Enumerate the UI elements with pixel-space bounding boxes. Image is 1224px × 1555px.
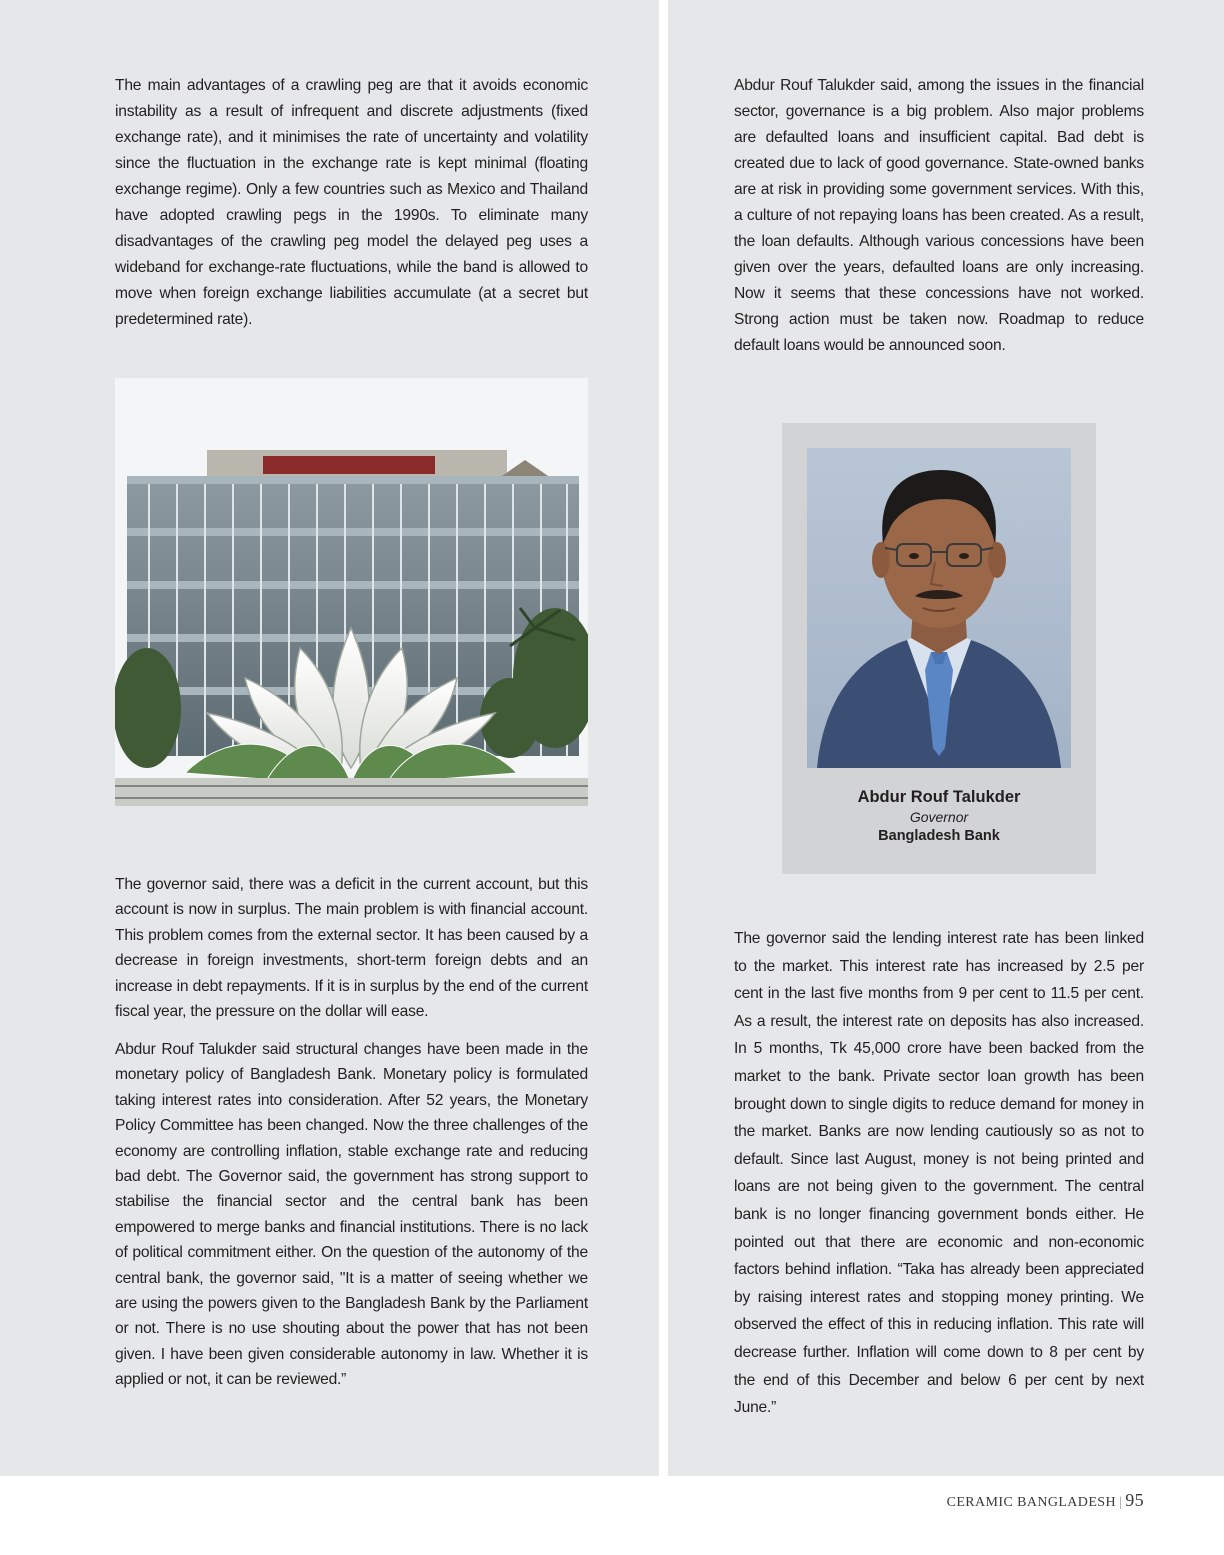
left-paragraph-3: Abdur Rouf Talukder said structural changes have been made in the monetary policy of Bangladesh Bank. Monetary policy is formulated taking interest rates into consideration. After 52 years, the Monetary Policy Committee has been changed. Now the three challenges of the economy are controlling inflation, stable exchange rate and reducing bad debt. The Governor said, the government has strong support to stabilise the financial sector and the central bank has been empowered to merge banks and financial institutions. There is no lack of political commitment either. On the question of the autonomy of the central bank, the governor said, "It is a matter of seeing whether we are using the powers given to the Bangladesh Bank by the Parliament or not. There is no use shouting about the power that has not been given. I have been given considerable autonomy in law. Whether it is applied or not, it can be reviewed.” bbox=[115, 1041, 588, 1389]
portrait-card bbox=[782, 423, 1096, 874]
portrait-caption-organization: Bangladesh Bank bbox=[878, 828, 1000, 844]
left-paragraph-1: The main advantages of a crawling peg are that it avoids economic instability as a result of infrequent and discrete adjustments (fixed exchange rate), and it minimises the rate of uncertainty and volatility since the fluctuation in the exchange rate is kept minimal (floating exchange regime). Only a few countries such as Mexico and Thailand have adopted crawling pegs in the 1990s. To eliminate many disadvantages of the crawling peg model the delayed peg uses a wideband for exchange-rate fluctuations, while the band is allowed to move when foreign exchange liabilities accumulate (at a secret but predetermined rate). bbox=[115, 77, 588, 328]
bangladesh-bank-building-photo bbox=[115, 378, 588, 806]
right-paragraph-1: Abdur Rouf Talukder said, among the issues in the financial sector, governance is a big problem. Also major problems are defaulted loans and insufficient capital. Bad debt is created due to lack of good governance. State-owned banks are at risk in providing some government services. With this, a culture of not repaying loans has been created. As a result, the loan defaults. Although various concessions have been given over the years, defaulted loans are only increasing. Now it seems that these concessions have not worked. Strong action must be taken now. Roadmap to reduce default loans would be announced soon. bbox=[734, 77, 1144, 354]
governor-portrait-photo bbox=[807, 448, 1071, 768]
right-paragraph-2: The governor said the lending interest rate has been linked to the market. This interest rate has increased by 2.5 per cent in the last five months from 9 per cent to 11.5 per cent. As a result, the interest rate on deposits has also increased. In 5 months, Tk 45,000 crore have been backed from the market to the bank. Private sector loan growth has been brought down to single digits to reduce demand for money in the market. Banks are now lending cautiously so as not to default. Since last August, money is not being printed and loans are not being given to the government. The central bank is no longer financing government bonds either. He pointed out that there are economic and non-economic factors behind inflation. “Taka has already been appreciated by raising interest rates and stopping money printing. We observed the effect of this in reducing inflation. This rate will decrease further. Inflation will come down to 8 per cent by the end of this December and below 6 per cent by next June.” bbox=[734, 930, 1144, 1417]
portrait-caption-name: Abdur Rouf Talukder bbox=[857, 788, 1021, 806]
page-number: 95 bbox=[1125, 1490, 1144, 1510]
left-paragraph-2: The governor said, there was a deficit in the current account, but this account is now in surplus. The main problem is with financial account. This problem comes from the external sector. It has been caused by a decrease in foreign investments, short-term foreign debts and an increase in debt repayments. If it is in surplus by the end of the current fiscal year, the pressure on the dollar will ease. bbox=[115, 876, 588, 1021]
footer-separator: | bbox=[1118, 1495, 1123, 1510]
portrait-caption-role: Governor bbox=[909, 809, 969, 825]
page-footer bbox=[947, 1490, 1144, 1511]
footer-publication: CERAMIC BANGLADESH bbox=[946, 1495, 1116, 1510]
